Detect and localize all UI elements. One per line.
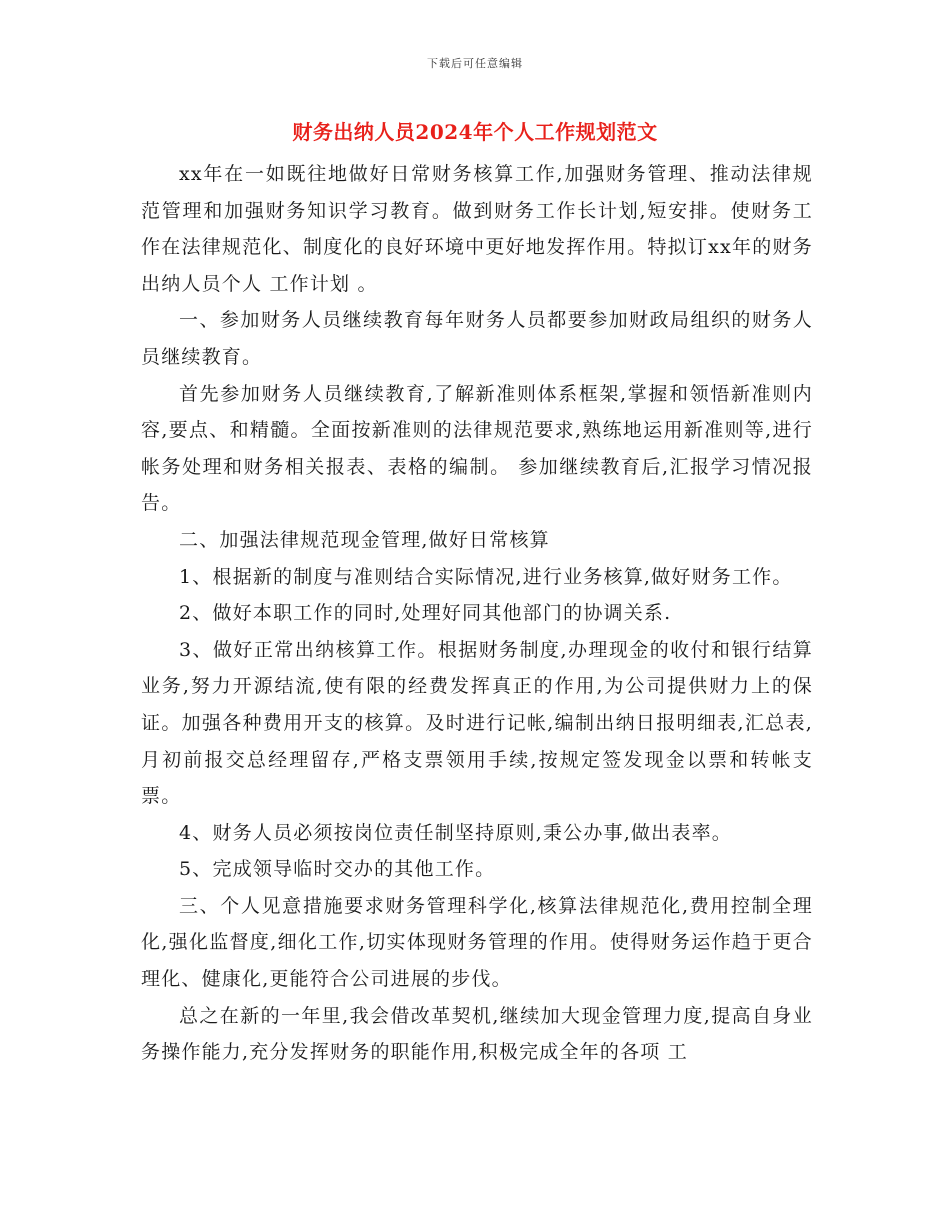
document-title: 财务出纳人员2024年个人工作规划范文 bbox=[292, 120, 658, 144]
paragraph-item-3: 3、做好正常出纳核算工作。根据财务制度,办理现金的收付和银行结算业务,努力开源结流,使有限的经费发挥真正的作用,为公司提供财力上的保证。加强各种费用开支的核算。及时进行记帐,编制出纳日报明细表,汇总表,月初前报交总经理留存,严格支票领用手续,按规定签发现金以票和转帐支票。 bbox=[141, 638, 813, 808]
paragraph-item-1: 1、根据新的制度与准则结合实际情况,进行业务核算,做好财务工作。 bbox=[179, 565, 793, 588]
header-note: 下载后可任意编辑 bbox=[427, 57, 523, 70]
document-body bbox=[141, 156, 813, 1071]
paragraph-item-4: 4、财务人员必须按岗位责任制坚持原则,秉公办事,做出表率。 bbox=[179, 821, 732, 844]
paragraph-section-1: 一、参加财务人员继续教育每年财务人员都要参加财政局组织的财务人员继续教育。 bbox=[141, 309, 813, 368]
paragraph-conclusion: 总之在新的一年里,我会借改革契机,继续加大现金管理力度,提高自身业务操作能力,充分发挥财务的职能作用,积极完成全年的各项 工 bbox=[141, 1004, 813, 1064]
paragraph-section-1-detail: 首先参加财务人员继续教育,了解新准则体系框架,掌握和领悟新准则内容,要点、和精髓。全面按新准则的法律规范要求,熟练地运用新准则等,进行帐务处理和财务相关报表、表格的编制。 参加继续教育后,汇报学习情况报告。 bbox=[141, 382, 813, 515]
paragraph-item-2: 2、做好本职工作的同时,处理好同其他部门的协调关系. bbox=[179, 602, 672, 625]
paragraph-section-2: 二、加强法律规范现金管理,做好日常核算 bbox=[179, 528, 550, 551]
paragraph-section-3: 三、个人见意措施要求财务管理科学化,核算法律规范化,费用控制全理化,强化监督度,细化工作,切实体现财务管理的作用。使得财务运作趋于更合理化、健康化,更能符合公司进展的步伐。 bbox=[141, 894, 813, 991]
paragraph-intro: xx年在一如既往地做好日常财务核算工作,加强财务管理、推动法律规范管理和加强财务知识学习教育。做到财务工作长计划,短安排。使财务工作在法律规范化、制度化的良好环境中更好地发挥作用。特拟订xx年的财务出纳人员个人 工作计划 。 bbox=[141, 163, 813, 295]
paragraph-item-5: 5、完成领导临时交办的其他工作。 bbox=[179, 858, 496, 881]
